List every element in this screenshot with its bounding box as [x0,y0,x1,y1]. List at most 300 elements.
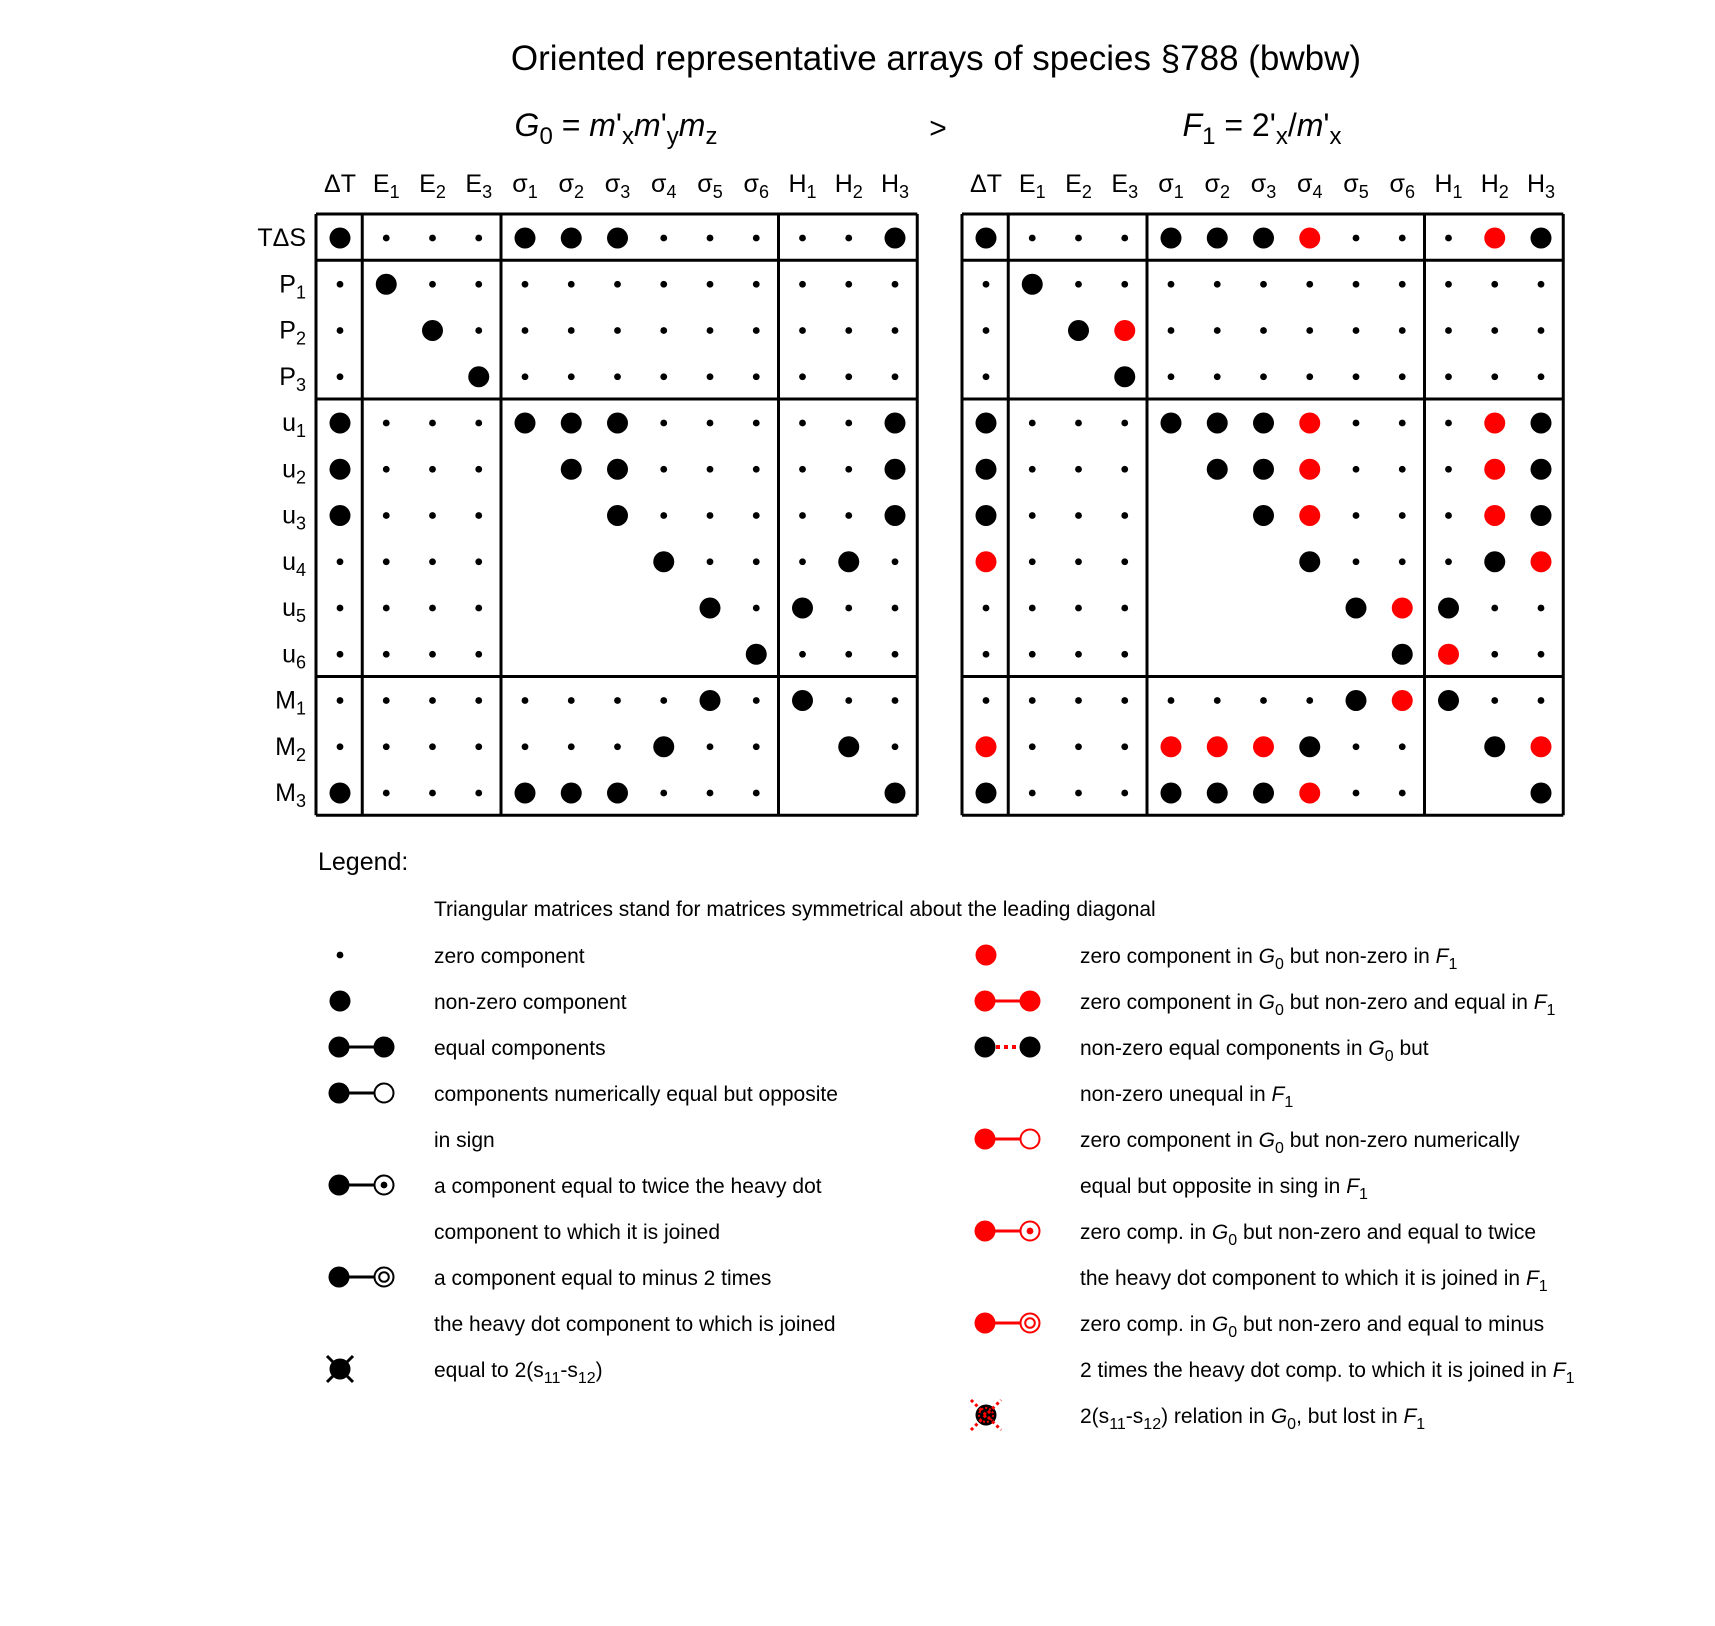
zero-component [1121,605,1128,612]
non-zero-component [561,228,582,249]
row-header: u2 [282,455,306,488]
zero-component [614,697,621,704]
zero-component [429,420,436,427]
zero-component [660,466,667,473]
zero-component [1075,697,1082,704]
column-header: H2 [834,170,863,203]
zero-component [429,697,436,704]
matrix-title-part: = 2 [1215,107,1270,143]
column-header: H2 [1480,170,1509,203]
row-header: P1 [279,270,306,303]
non-zero-component [976,783,997,804]
column-header: σ2 [558,170,584,203]
non-zero-component [746,644,767,665]
legend-entry [330,991,627,1015]
new-non-zero-component [1484,228,1505,249]
zero-component [1121,697,1128,704]
non-zero-component [1253,413,1274,434]
new-non-zero-component [1299,413,1320,434]
non-zero-component [792,598,813,619]
zero-component [1353,558,1360,565]
zero-component [753,512,760,519]
zero-component [1121,651,1128,658]
non-zero-component [1207,228,1228,249]
zero-component [660,235,667,242]
non-zero-component [1207,413,1228,434]
legend-entry [329,1083,838,1153]
zero-component [429,466,436,473]
column-header: E3 [465,170,493,203]
matrix-title-part: 1 [1202,123,1216,151]
non-zero-component [561,783,582,804]
legend-entry-text: 2 times the heavy dot comp. to which it is joined in F1 [1080,1359,1575,1387]
non-zero-component [1068,320,1089,341]
zero-component [568,743,575,750]
matrix-title-part: x [1329,123,1342,151]
zero-component [1353,512,1360,519]
non-zero-component [422,320,443,341]
column-header: σ5 [1343,170,1369,203]
non-zero-component [838,736,859,757]
zero-component [1445,327,1452,334]
zero-component [475,697,482,704]
non-zero-component [607,459,628,480]
legend-entry-text: component to which it is joined [434,1221,720,1244]
zero-component [660,790,667,797]
zero-component [1075,790,1082,797]
zero-component [522,281,529,288]
non-zero-component [1253,783,1274,804]
opposite-link-symbol [329,1083,394,1104]
zero-component [475,651,482,658]
zero-component [1353,373,1360,380]
non-zero-component [1299,736,1320,757]
new-non-zero-component [976,551,997,572]
zero-component [1075,281,1082,288]
zero-component [475,558,482,565]
zero-component [1353,235,1360,242]
zero-component [383,605,390,612]
zero-component [799,327,806,334]
column-header: σ1 [512,170,538,203]
zero-component [1306,327,1313,334]
zero-component [1445,466,1452,473]
zero-component [1399,373,1406,380]
zero-component [753,605,760,612]
non-zero-component [700,598,721,619]
zero-component [1029,743,1036,750]
non-zero-component [1438,690,1459,711]
new-non-zero-component [1253,736,1274,757]
row-header: M2 [275,732,306,766]
zero-component [1214,697,1221,704]
zero-component [383,651,390,658]
zero-component [429,235,436,242]
zero-component [799,512,806,519]
zero-component [337,697,344,704]
zero-component [568,697,575,704]
zero-component [1538,281,1545,288]
non-zero-component [838,551,859,572]
zero-component [1445,235,1452,242]
zero-component [660,281,667,288]
zero-component [983,281,990,288]
zero-component [383,558,390,565]
zero-component [1075,605,1082,612]
non-zero-component [515,413,536,434]
zero-component [1214,327,1221,334]
zero-component [1353,743,1360,750]
legend-entry-text: equal but opposite in sing in F1 [1080,1175,1368,1203]
zero-component [383,512,390,519]
zero-component [1399,420,1406,427]
non-zero-component [607,413,628,434]
new-non-zero-component [1161,736,1182,757]
non-zero-component [885,783,906,804]
zero-component [1260,697,1267,704]
non-zero-component [1253,505,1274,526]
zero-component [568,327,575,334]
zero-component [983,651,990,658]
zero-component [383,235,390,242]
zero-component [983,327,990,334]
zero-component [1029,558,1036,565]
zero-component [799,235,806,242]
black-dotted-red-link-symbol [975,1037,1041,1058]
zero-component [1214,373,1221,380]
zero-component [1029,605,1036,612]
legend-entry [975,1037,1429,1111]
zero-component [1491,605,1498,612]
zero-component [1029,420,1036,427]
zero-component [614,327,621,334]
zero-component [845,235,852,242]
non-zero-component [1253,228,1274,249]
non-zero-component [330,228,351,249]
minus-twice-link-symbol [329,1267,394,1288]
column-header: E1 [372,170,400,203]
non-zero-component [1531,505,1552,526]
zero-component [568,373,575,380]
zero-component [1353,327,1360,334]
zero-component [707,235,714,242]
legend-entry [976,945,1458,973]
zero-component [337,373,344,380]
matrix-title-part: m [589,107,616,143]
small-dot-symbol [337,952,344,959]
row-header: M3 [275,779,306,812]
matrix-title-part: z [705,123,718,151]
zero-component [429,512,436,519]
matrix-title-part: x [1275,123,1288,151]
new-non-zero-component [1392,598,1413,619]
zero-component [1445,420,1452,427]
legend-entry-text: equal components [434,1037,606,1060]
zero-component [1538,327,1545,334]
column-header: σ6 [743,170,769,203]
non-zero-component [1531,228,1552,249]
column-header: H1 [1434,170,1463,203]
zero-component [475,790,482,797]
matrices-group [257,107,1563,815]
zero-component [1029,512,1036,519]
zero-component [522,327,529,334]
new-non-zero-component [1531,736,1552,757]
non-zero-component [1161,228,1182,249]
zero-component [614,373,621,380]
column-header: E3 [1111,170,1139,203]
matrix-title-part: 0 [539,123,553,151]
legend-entry-text: in sign [434,1129,495,1152]
zero-component [1491,327,1498,334]
legend [318,848,1575,1433]
non-zero-component [885,413,906,434]
zero-component [568,281,575,288]
zero-component [1029,466,1036,473]
non-zero-component [1161,413,1182,434]
non-zero-component [1346,690,1367,711]
zero-component [1029,235,1036,242]
zero-component [892,697,899,704]
matrix-title-part: m [678,107,706,143]
big-dot-symbol [330,991,351,1012]
non-zero-component [653,736,674,757]
legend-entry-text: non-zero unequal in F1 [1080,1083,1294,1111]
zero-component [799,466,806,473]
non-zero-component [885,228,906,249]
column-header: σ4 [651,170,677,203]
matrix-title-part: ' [1323,107,1330,143]
zero-component [753,466,760,473]
zero-component [707,420,714,427]
legend-entry [971,1400,1425,1433]
column-header: σ5 [697,170,723,203]
zero-component [845,327,852,334]
zero-component [1445,281,1452,288]
zero-component [753,743,760,750]
matrix-title-part: G [514,107,540,143]
zero-component [475,281,482,288]
legend-entry [327,1356,603,1387]
non-zero-component [700,690,721,711]
zero-component [753,373,760,380]
zero-component [429,790,436,797]
matrix-1 [257,107,917,815]
zero-component [337,743,344,750]
zero-component [429,651,436,658]
red-minus-twice-link-symbol [975,1313,1040,1334]
legend-entry-text: zero comp. in G0 but non-zero and equal to twice [1080,1221,1537,1249]
non-zero-component [976,505,997,526]
zero-component [845,512,852,519]
zero-component [337,605,344,612]
zero-component [799,420,806,427]
non-zero-component [976,459,997,480]
zero-component [1491,651,1498,658]
zero-component [475,235,482,242]
new-non-zero-component [1114,320,1135,341]
column-header: σ3 [1250,170,1277,203]
zero-component [1538,373,1545,380]
zero-component [383,420,390,427]
zero-component [892,651,899,658]
zero-component [1075,466,1082,473]
zero-component [1538,651,1545,658]
column-header: ΔT [324,170,356,198]
zero-component [1168,281,1175,288]
column-header: σ6 [1389,170,1415,203]
new-non-zero-component [1299,505,1320,526]
zero-component [892,605,899,612]
cross-dot-symbol [327,1356,353,1382]
zero-component [475,327,482,334]
non-zero-component [1161,783,1182,804]
zero-component [707,790,714,797]
non-zero-component [330,783,351,804]
zero-component [1399,466,1406,473]
zero-component [892,373,899,380]
zero-component [845,373,852,380]
zero-component [753,235,760,242]
legend-entry [329,1267,836,1337]
zero-component [983,373,990,380]
zero-component [845,697,852,704]
zero-component [1399,235,1406,242]
zero-component [1121,466,1128,473]
legend-entry [337,945,585,968]
legend-entry-text: a component equal to twice the heavy dot [434,1175,822,1198]
zero-component [753,697,760,704]
zero-component [892,743,899,750]
red-equal-link-symbol [975,991,1041,1012]
matrix-title-part: F [1182,107,1203,143]
figure-title: Oriented representative arrays of species §788 (bwbw) [510,39,1362,78]
zero-component [475,420,482,427]
legend-entry-text: non-zero equal components in G0 but [1080,1037,1429,1065]
zero-component [1168,327,1175,334]
legend-entry [975,1313,1575,1387]
zero-component [337,327,344,334]
zero-component [1399,790,1406,797]
new-non-zero-component [976,736,997,757]
non-zero-component [330,505,351,526]
non-zero-component [976,413,997,434]
zero-component [753,327,760,334]
non-zero-component [792,690,813,711]
non-zero-component [561,459,582,480]
non-zero-component [1346,598,1367,619]
non-zero-component [607,228,628,249]
zero-component [1260,327,1267,334]
zero-component [337,651,344,658]
zero-component [707,327,714,334]
column-header: σ2 [1204,170,1230,203]
non-zero-component [1207,459,1228,480]
non-zero-component [976,228,997,249]
zero-component [1075,420,1082,427]
matrix-title-part: ' [1269,107,1276,143]
zero-component [707,281,714,288]
zero-component [1029,697,1036,704]
non-zero-component [330,459,351,480]
zero-component [707,512,714,519]
column-header: ΔT [970,170,1002,198]
zero-component [614,281,621,288]
lost-cross-dot-symbol [971,1400,1001,1430]
zero-component [1538,605,1545,612]
new-non-zero-component [1392,690,1413,711]
row-header: TΔS [257,224,306,252]
non-zero-component [1114,366,1135,387]
row-header: P3 [279,362,306,396]
red-twice-link-symbol [975,1221,1040,1242]
zero-component [1121,281,1128,288]
zero-component [475,512,482,519]
legend-entry [975,1221,1548,1295]
zero-component [799,651,806,658]
row-header: u5 [282,594,306,627]
matrix-title [515,107,718,150]
matrix-title-part: = [552,107,590,143]
non-zero-component [561,413,582,434]
red-dot-symbol [976,945,997,966]
matrix-title-part: x [622,123,635,151]
zero-component [799,281,806,288]
zero-component [1121,790,1128,797]
new-non-zero-component [1484,459,1505,480]
column-header: H1 [788,170,817,203]
non-zero-component [330,413,351,434]
legend-entry-text: zero component in G0 but non-zero in F1 [1080,945,1458,973]
legend-entry [975,991,1556,1019]
zero-component [799,558,806,565]
zero-component [1399,281,1406,288]
non-zero-component [1484,736,1505,757]
non-zero-component [376,274,397,295]
matrix-title-part: ' [660,107,667,143]
legend-heading: Legend: [318,848,409,876]
zero-component [475,743,482,750]
zero-component [1214,281,1221,288]
row-header: M1 [275,686,306,719]
zero-component [892,327,899,334]
zero-component [660,697,667,704]
zero-component [1029,790,1036,797]
zero-component [660,420,667,427]
zero-component [1399,558,1406,565]
zero-component [707,558,714,565]
zero-component [1121,235,1128,242]
matrix-title-part: / [1287,107,1297,143]
non-zero-component [1299,551,1320,572]
row-header: u4 [282,547,306,581]
zero-component [1260,281,1267,288]
zero-component [845,420,852,427]
zero-component [1075,743,1082,750]
zero-component [660,512,667,519]
row-header: u6 [282,640,306,673]
zero-component [845,651,852,658]
non-zero-component [1207,783,1228,804]
zero-component [614,743,621,750]
non-zero-component [1531,413,1552,434]
relation-symbol: > [929,112,947,145]
non-zero-component [515,228,536,249]
zero-component [1260,373,1267,380]
zero-component [1075,512,1082,519]
zero-component [1075,651,1082,658]
new-non-zero-component [1207,736,1228,757]
